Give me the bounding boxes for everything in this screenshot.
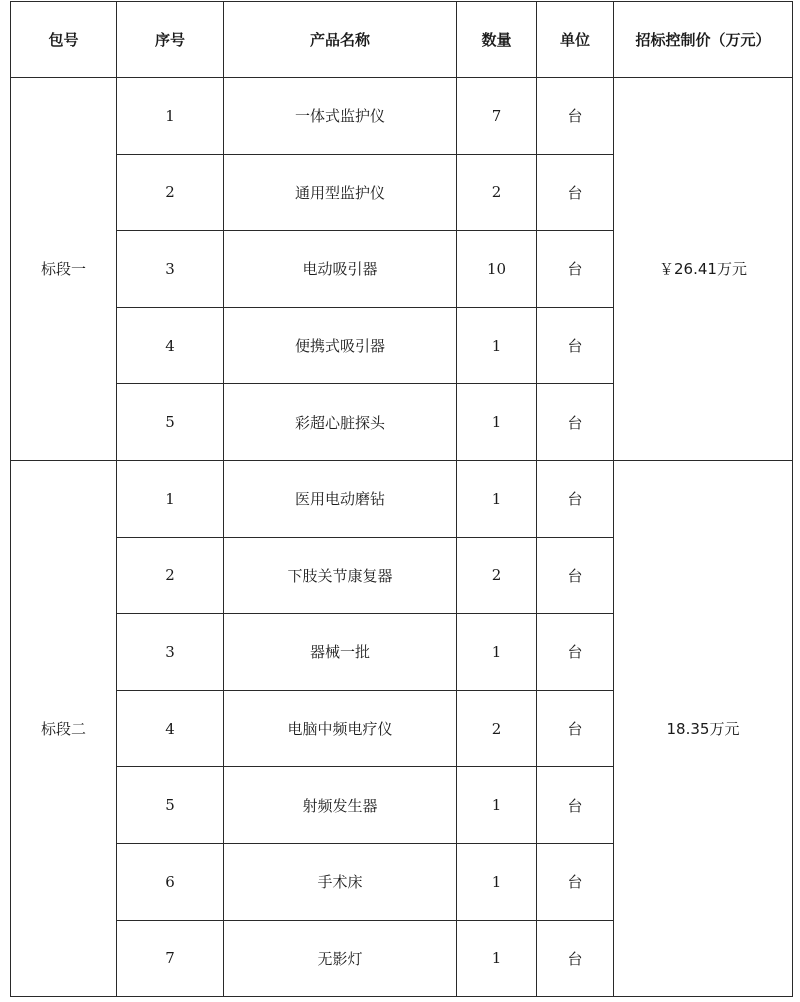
header-qty: 数量	[457, 2, 537, 78]
unit-cell: 台	[537, 690, 614, 767]
seq-cell: 7	[117, 920, 224, 997]
header-price: 招标控制价（万元）	[614, 2, 793, 78]
seq-cell: 2	[117, 537, 224, 614]
qty-cell: 2	[457, 690, 537, 767]
qty-cell: 1	[457, 767, 537, 844]
qty-cell: 1	[457, 614, 537, 691]
qty-cell: 1	[457, 384, 537, 461]
price-cell: 18.35万元	[614, 460, 793, 996]
seq-cell: 5	[117, 767, 224, 844]
seq-cell: 3	[117, 614, 224, 691]
price-cell: ￥26.41万元	[614, 78, 793, 461]
product-cell: 电脑中频电疗仪	[224, 690, 457, 767]
seq-cell: 2	[117, 154, 224, 231]
unit-cell: 台	[537, 614, 614, 691]
header-product: 产品名称	[224, 2, 457, 78]
seq-cell: 1	[117, 78, 224, 155]
product-cell: 射频发生器	[224, 767, 457, 844]
unit-cell: 台	[537, 537, 614, 614]
product-cell: 医用电动磨钻	[224, 460, 457, 537]
unit-cell: 台	[537, 231, 614, 308]
qty-cell: 1	[457, 307, 537, 384]
header-package: 包号	[11, 2, 117, 78]
package-cell: 标段二	[11, 460, 117, 996]
unit-cell: 台	[537, 307, 614, 384]
qty-cell: 1	[457, 920, 537, 997]
seq-cell: 5	[117, 384, 224, 461]
unit-cell: 台	[537, 843, 614, 920]
seq-cell: 1	[117, 460, 224, 537]
unit-cell: 台	[537, 920, 614, 997]
header-row	[11, 2, 793, 78]
product-cell: 下肢关节康复器	[224, 537, 457, 614]
qty-cell: 1	[457, 843, 537, 920]
product-cell: 电动吸引器	[224, 231, 457, 308]
seq-cell: 3	[117, 231, 224, 308]
qty-cell: 10	[457, 231, 537, 308]
product-cell: 器械一批	[224, 614, 457, 691]
header-seq: 序号	[117, 2, 224, 78]
seq-cell: 6	[117, 843, 224, 920]
product-cell: 一体式监护仪	[224, 78, 457, 155]
table-row	[11, 78, 793, 155]
unit-cell: 台	[537, 154, 614, 231]
unit-cell: 台	[537, 78, 614, 155]
seq-cell: 4	[117, 690, 224, 767]
qty-cell: 2	[457, 154, 537, 231]
bid-table	[10, 1, 793, 997]
product-cell: 通用型监护仪	[224, 154, 457, 231]
table-row	[11, 460, 793, 537]
product-cell: 手术床	[224, 843, 457, 920]
product-cell: 无影灯	[224, 920, 457, 997]
unit-cell: 台	[537, 384, 614, 461]
qty-cell: 7	[457, 78, 537, 155]
seq-cell: 4	[117, 307, 224, 384]
header-unit: 单位	[537, 2, 614, 78]
product-cell: 彩超心脏探头	[224, 384, 457, 461]
qty-cell: 1	[457, 460, 537, 537]
unit-cell: 台	[537, 767, 614, 844]
unit-cell: 台	[537, 460, 614, 537]
qty-cell: 2	[457, 537, 537, 614]
package-cell: 标段一	[11, 78, 117, 461]
product-cell: 便携式吸引器	[224, 307, 457, 384]
